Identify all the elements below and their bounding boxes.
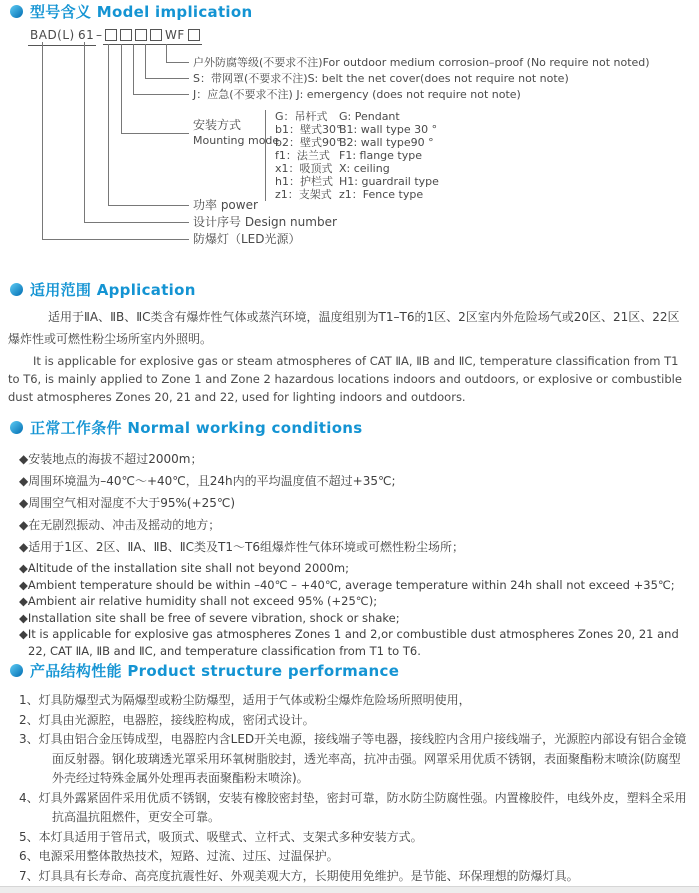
diamond-bullet-icon: ◆	[19, 561, 28, 575]
structure-item: 7、灯具具有长寿命、高亮度抗震性好、外观美观大方，长期使用免维护。是节能、环保理想的防爆灯具。	[19, 868, 579, 883]
label-lamp-type: 防爆灯（LED光源）	[193, 232, 301, 246]
mounting-option	[275, 162, 439, 175]
diamond-bullet-icon: ◆	[19, 594, 28, 608]
section-heading-application	[10, 280, 699, 298]
mounting-option-zh: b1：壁式30°	[275, 123, 342, 136]
page-footer-strip	[0, 886, 699, 893]
application-paragraph-en: It is applicable for explosive gas or steam atmospheres of CAT ⅡA, ⅡB and ⅡC, temperature classification from T1 to T6, is mainly applied to Zone 1 and Zone 2 hazardous locations indoors and outdoors, or explosive or combustible dust atmospheres Zones 20, 21 and 22, used for lighting indoors and outdoors.	[8, 354, 682, 404]
label-power: 功率 power	[193, 198, 258, 212]
condition-text: 周围空气相对湿度不大于95%(+25℃)	[28, 496, 236, 510]
structure-item: 6、电源采用整体散热技术，短路、过流、过压、过温保护。	[19, 849, 339, 863]
section-bullet-icon	[10, 421, 23, 434]
structure-item: 3、灯具由铝合金压铸成型，电器腔内含LED开关电源，接线端子等电器，接线腔内含用户接线端子，光源腔内部设有铝合金镜面反射器。钢化玻璃透光罩采用环氧树脂胶封，透光率高，抗冲击强。网罩采用优质不锈钢，表面聚酯粉末喷涂(防腐型外壳经过特殊金属外处理再表面聚酯粉末喷涂)。	[19, 732, 687, 785]
mounting-option-en: X: ceiling	[339, 162, 390, 175]
condition-item	[19, 560, 691, 577]
mounting-option-zh: G：吊杆式	[275, 110, 328, 123]
mounting-option-zh: f1：法兰式	[275, 149, 330, 162]
label-emergency: J：应急(不要求不注) J: emergency (does not require not note)	[193, 88, 521, 101]
mounting-option-en: F1: flange type	[339, 149, 422, 162]
condition-text: It is applicable for explosive gas atmospheres Zones 1 and 2,or combustible dust atmospheres Zones 20, 21 and 22, CAT ⅡA, ⅡB and ⅡC, and temperature classification from T1 to T6.	[27, 627, 679, 658]
mounting-option	[275, 110, 439, 123]
label-net-cover: S：带网罩(不要求不注)S: belt the net cover(does not require not note)	[193, 72, 569, 85]
condition-text: Installation site shall be free of severe vibration, shock or shake;	[27, 610, 400, 625]
section-title	[30, 660, 399, 681]
structure-item: 2、灯具由光源腔，电器腔，接线腔构成，密闭式设计。	[19, 712, 315, 727]
condition-text: Altitude of the installation site shall not beyond 2000m;	[27, 561, 349, 575]
model-blank-box-5	[188, 29, 200, 41]
section-title-en: Normal working conditions	[127, 418, 363, 437]
condition-item	[19, 514, 691, 536]
condition-item	[19, 536, 691, 558]
mounting-option-en: z1：Fence type	[339, 188, 424, 201]
label-mounting-mode-en: Mounting mode	[193, 134, 280, 147]
conditions-list-zh	[19, 448, 691, 558]
condition-text: Ambient air relative humidity shall not exceed 95% (+25℃);	[27, 594, 378, 608]
model-code-prefix: BAD(L)	[28, 28, 77, 46]
section-title	[30, 1, 252, 22]
condition-item	[19, 448, 691, 470]
section-bullet-icon	[10, 283, 23, 296]
mounting-option	[275, 188, 439, 201]
section-bullet-icon	[10, 5, 23, 18]
application-paragraph-zh: 适用于ⅡA、ⅡB、ⅡC类含有爆炸性气体或蒸汽环境，温度组别为T1–T6的1区、2区室内外危险场气或20区、21区、22区爆炸性或可燃性粉尘场所室内外照明。	[8, 310, 680, 346]
section-heading-model	[10, 2, 699, 20]
mounting-option-en: B2: wall type90 °	[339, 136, 434, 149]
mounting-option	[275, 149, 439, 162]
model-code-design-number: 61	[76, 28, 96, 46]
section-title	[30, 417, 363, 438]
mounting-option-en: B1: wall type 30 °	[339, 123, 438, 136]
mounting-options-list	[265, 110, 439, 201]
diamond-bullet-icon: ◆	[19, 452, 29, 466]
condition-text: 适用于1区、2区、ⅡA、ⅡB、ⅡC类及T1～T6组爆炸性气体环境或可燃性粉尘场所；	[28, 540, 464, 554]
structure-item: 1、灯具防爆型式为隔爆型或粉尘防爆型，适用于气体或粉尘爆炸危险场所照明使用，	[19, 693, 471, 707]
condition-text: 在无剧烈振动、冲击及摇动的地方；	[28, 518, 221, 532]
conditions-list-en	[19, 560, 691, 659]
condition-item	[19, 577, 691, 594]
diamond-bullet-icon: ◆	[19, 610, 28, 625]
mounting-option	[275, 175, 439, 188]
label-mounting-mode-zh: 安装方式	[193, 118, 242, 132]
section-title-en: Product structure performance	[127, 661, 400, 680]
section-title-en: Model implication	[96, 2, 253, 21]
mounting-option-zh: z1：支架式	[275, 188, 332, 201]
condition-item	[19, 610, 691, 627]
model-blank-box-1	[105, 29, 117, 41]
mounting-option-en: H1: guardrail type	[339, 175, 439, 188]
mounting-option	[275, 136, 439, 149]
section-title	[30, 279, 196, 300]
diamond-bullet-icon: ◆	[19, 627, 28, 641]
condition-text: Ambient temperature should be within –40℃ – +40℃, average temperature within 24h shall not exceed +35℃;	[27, 577, 675, 592]
section-title-zh: 正常工作条件	[30, 418, 122, 437]
leader-line-lamp	[42, 42, 189, 240]
label-design-number: 设计序号 Design number	[193, 215, 337, 229]
model-code-dash: –	[96, 28, 102, 42]
condition-text: 安装地点的海拔不超过2000m；	[28, 452, 203, 466]
condition-item	[19, 492, 691, 514]
section-heading-structure	[10, 661, 699, 679]
section-heading-conditions	[10, 418, 699, 436]
model-number-diagram	[0, 28, 699, 280]
mounting-option-zh: x1：吸顶式	[275, 162, 333, 175]
condition-item	[19, 626, 691, 659]
diamond-bullet-icon: ◆	[19, 474, 29, 488]
diamond-bullet-icon: ◆	[19, 540, 29, 554]
structure-performance-list	[19, 691, 691, 886]
section-bullet-icon	[10, 664, 23, 677]
section-title-zh: 适用范围	[30, 280, 92, 299]
diamond-bullet-icon: ◆	[19, 577, 28, 592]
structure-item: 5、本灯具适用于管吊式，吸顶式、吸壁式、立杆式、支架式多种安装方式。	[19, 829, 423, 844]
model-code-wf: WF	[165, 27, 185, 42]
condition-item	[19, 470, 691, 492]
section-title-en: Application	[96, 280, 196, 299]
section-title-zh: 型号含义	[30, 2, 92, 21]
diamond-bullet-icon: ◆	[19, 496, 29, 510]
condition-item	[19, 593, 691, 610]
condition-text: 周围环境温为–40℃～+40℃，且24h内的平均温度值不超过+35℃;	[28, 474, 396, 488]
section-title-zh: 产品结构性能	[30, 661, 122, 680]
mounting-option-en: G: Pendant	[339, 110, 400, 123]
model-blank-box-2	[120, 29, 132, 41]
label-outdoor-corrosion: 户外防腐等级(不要求不注)For outdoor medium corrosion–proof (No require not noted)	[193, 56, 650, 69]
model-blank-box-4	[150, 29, 162, 41]
mounting-option	[275, 123, 439, 136]
mounting-option-zh: b2：壁式90°	[275, 136, 342, 149]
structure-item: 4、灯具外露紧固件采用优质不锈钢，安装有橡胶密封垫，密封可靠，防水防尘防腐性强。内置橡胶件，电线外皮，塑料全采用抗高温抗阻燃件，更安全可靠。	[19, 790, 687, 824]
diamond-bullet-icon: ◆	[19, 518, 29, 532]
model-blank-box-3	[135, 29, 147, 41]
mounting-option-zh: h1：护栏式	[275, 175, 333, 188]
